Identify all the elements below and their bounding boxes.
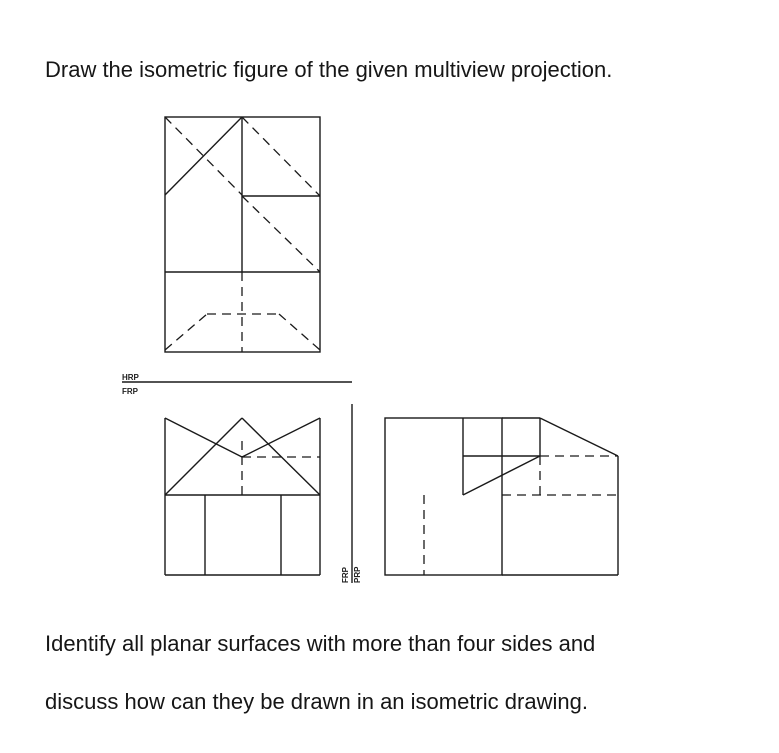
top-view-hidden-line — [279, 314, 320, 350]
front-view-slope-line — [242, 418, 320, 457]
top-view-hidden-line — [242, 196, 320, 272]
front-view-slope-line — [165, 418, 242, 495]
instruction-text: Draw the isometric figure of the given multiview projection. — [45, 57, 613, 82]
prp-label: PRP — [353, 566, 362, 583]
top-view — [165, 117, 320, 352]
hrp-label: HRP — [122, 373, 139, 382]
right-side-view — [385, 418, 618, 575]
front-view — [165, 418, 320, 575]
frp-label: FRP — [122, 387, 138, 396]
prompt-line-1: Identify all planar surfaces with more than four sides and — [45, 631, 596, 656]
top-view-hidden-line — [165, 314, 207, 350]
top-view-hidden-line — [242, 117, 320, 196]
side-view-slope-line — [540, 418, 618, 456]
front-view-slope-line — [165, 418, 242, 457]
side-view-outline — [385, 418, 502, 575]
frp-vertical-label: FRP — [341, 567, 350, 583]
prompt-line-2: discuss how can they be drawn in an isometric drawing. — [45, 689, 588, 714]
